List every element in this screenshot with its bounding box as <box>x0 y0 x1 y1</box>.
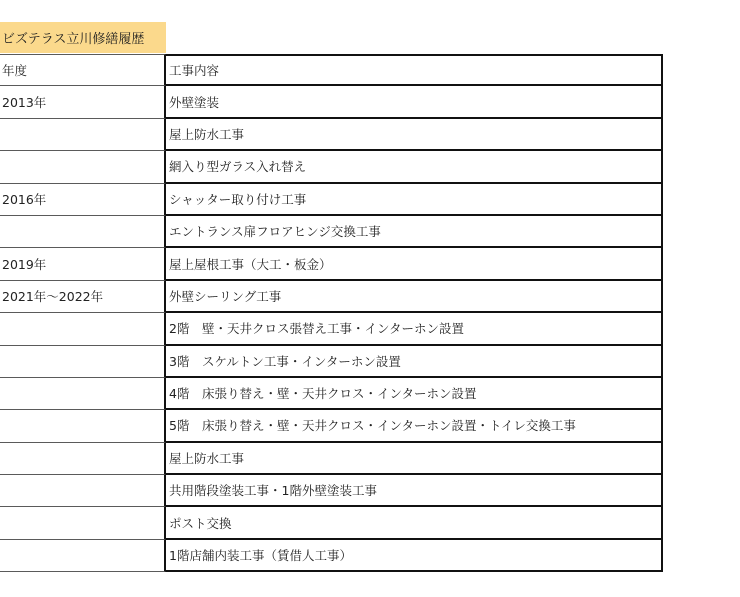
year-cell[interactable] <box>0 378 166 410</box>
table-row <box>0 119 663 151</box>
content-header-cell[interactable]: 工事内容 <box>166 54 663 86</box>
table-row <box>0 216 663 248</box>
content-cell[interactable]: エントランス扉フロアヒンジ交換工事 <box>166 216 663 248</box>
table-row <box>0 151 663 183</box>
table-row <box>0 540 663 572</box>
year-cell[interactable] <box>0 475 166 507</box>
table-row <box>0 281 663 313</box>
table-row <box>0 248 663 280</box>
year-cell[interactable]: 2013年 <box>0 86 166 118</box>
content-cell[interactable]: 外壁塗装 <box>166 86 663 118</box>
table-row <box>0 507 663 539</box>
sheet-title: ビズテラス立川修繕履歴 <box>0 22 166 53</box>
year-cell[interactable]: 2021年～2022年 <box>0 281 166 313</box>
content-cell[interactable]: 1階店舗内装工事（賃借人工事） <box>166 540 663 572</box>
table-row <box>0 346 663 378</box>
content-cell[interactable]: 外壁シーリング工事 <box>166 281 663 313</box>
table-row <box>0 313 663 345</box>
year-cell[interactable]: 2019年 <box>0 248 166 280</box>
repair-history-table <box>0 54 663 572</box>
content-cell[interactable]: シャッター取り付け工事 <box>166 184 663 216</box>
content-cell[interactable]: 2階 壁・天井クロス張替え工事・インターホン設置 <box>166 313 663 345</box>
table-row <box>0 475 663 507</box>
year-cell[interactable] <box>0 507 166 539</box>
table-row <box>0 378 663 410</box>
content-cell[interactable]: 屋上屋根工事（大工・板金） <box>166 248 663 280</box>
table-row <box>0 184 663 216</box>
year-cell[interactable] <box>0 540 166 572</box>
year-cell[interactable] <box>0 410 166 442</box>
table-row <box>0 443 663 475</box>
table-row <box>0 86 663 118</box>
year-cell[interactable] <box>0 313 166 345</box>
year-cell[interactable] <box>0 443 166 475</box>
content-cell[interactable]: 屋上防水工事 <box>166 443 663 475</box>
year-cell[interactable] <box>0 119 166 151</box>
year-cell[interactable] <box>0 346 166 378</box>
content-cell[interactable]: 3階 スケルトン工事・インターホン設置 <box>166 346 663 378</box>
content-cell[interactable]: ポスト交換 <box>166 507 663 539</box>
content-cell[interactable]: 網入り型ガラス入れ替え <box>166 151 663 183</box>
year-cell[interactable]: 2016年 <box>0 184 166 216</box>
table-row <box>0 410 663 442</box>
content-cell[interactable]: 共用階段塗装工事・1階外壁塗装工事 <box>166 475 663 507</box>
content-cell[interactable]: 屋上防水工事 <box>166 119 663 151</box>
header-row <box>0 54 663 86</box>
content-cell[interactable]: 4階 床張り替え・壁・天井クロス・インターホン設置 <box>166 378 663 410</box>
year-header-cell[interactable]: 年度 <box>0 54 166 86</box>
year-cell[interactable] <box>0 216 166 248</box>
year-cell[interactable] <box>0 151 166 183</box>
content-cell[interactable]: 5階 床張り替え・壁・天井クロス・インターホン設置・トイレ交換工事 <box>166 410 663 442</box>
